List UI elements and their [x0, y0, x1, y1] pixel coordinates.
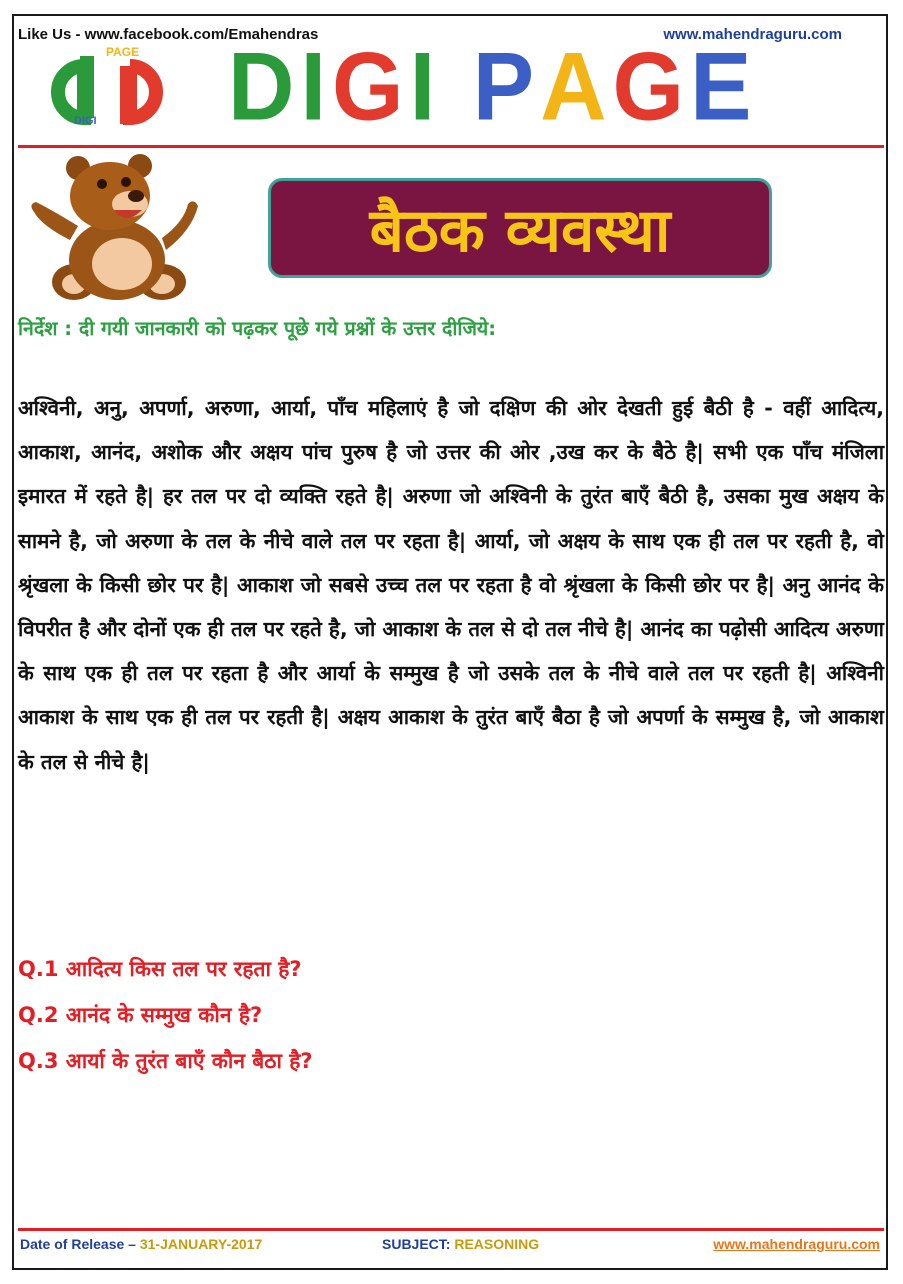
subject-label: SUBJECT: [382, 1236, 455, 1252]
wordmark-letter: D [228, 33, 301, 141]
header-divider [18, 145, 884, 148]
release-date-value: 31-JANUARY-2017 [139, 1236, 263, 1252]
wordmark-letter [441, 40, 473, 135]
question-1: Q.1 आदित्य किस तल पर रहता है? [18, 957, 302, 981]
subject [382, 1236, 539, 1252]
wordmark-letter: G [612, 33, 691, 141]
wordmark-letter: E [690, 33, 758, 141]
subject-value: REASONING [454, 1236, 540, 1252]
puzzle-passage: अश्विनी, अनु, अपर्णा, अरुणा, आर्या, पाँच महिलाएं है जो दक्षिण की ओर देखती हुई बैठी है - वहीं आदित्य, आकाश, आनंद, अशोक और अक्षय पांच पुरुष है जो उत्तर की ओर ,उख कर के बैठे है| सभी एक पाँच मंजिला इमारत में रहते है| हर तल पर दो व्यक्ति रहते है| अरुणा जो अश्विनी के तुरंत बाएँ बैठी है, उसका मुख अक्षय के सामने है, जो अरुणा के तल के नीचे वाले तल पर रहता है| आर्या, जो अक्षय के साथ एक ही तल पर रहती है, वो श्रृंखला के किसी छोर पर है| आकाश जो सबसे उच्च तल पर रहता है वो श्रृंखला के किसी छोर पर है| अनु आनंद के विपरीत है और दोनों एक ही तल पर रहते है, जो आकाश के तल से दो तल नीचे है| आनंद का पढ़ोसी आदित्य अरुणा के साथ एक ही तल पर रहता है और आर्या के सम्मुख है जो उसके तल के नीचे वाले तल पर रहती है| अश्विनी आकाश के साथ एक ही तल पर रहती है| अक्षय आकाश के तुरंत बाएँ बैठा है जो अपर्णा के सम्मुख है, जो आकाश के तल से नीचे है| [18, 396, 884, 774]
facebook-link[interactable]: Like Us - www.facebook.com/Emahendras [18, 26, 319, 43]
question-3: Q.3 आर्या के तुरंत बाएँ कौन बैठा है? [18, 1049, 313, 1073]
svg-text:PAGE: PAGE [106, 45, 140, 59]
direction-text: निर्देश : दी गयी जानकारी को पढ़कर पूछे गये प्रश्नों के उत्तर दीजिये: [18, 317, 497, 340]
digi-page-logo [44, 44, 184, 126]
release-date-label: Date of Release – [20, 1236, 140, 1252]
question-2: Q.2 आनंद के सम्मुख कौन है? [18, 1003, 263, 1027]
release-date [20, 1236, 262, 1252]
wordmark-letter: G [332, 33, 410, 141]
teddy-bear-illustration [22, 152, 200, 304]
footer-divider [18, 1228, 884, 1231]
title-box [268, 178, 772, 278]
svg-text:DIGI: DIGI [74, 115, 97, 126]
wordmark-letter: I [409, 33, 442, 141]
wordmark-letter: I [300, 33, 333, 141]
wordmark-letter: A [540, 33, 613, 141]
wordmark-letter: P [472, 33, 541, 141]
website-link-footer[interactable]: www.mahendraguru.com [713, 1236, 880, 1252]
page-title: बैठक व्यवस्था [369, 196, 671, 266]
website-link-top[interactable]: www.mahendraguru.com [663, 26, 842, 43]
digi-page-wordmark [228, 33, 758, 141]
